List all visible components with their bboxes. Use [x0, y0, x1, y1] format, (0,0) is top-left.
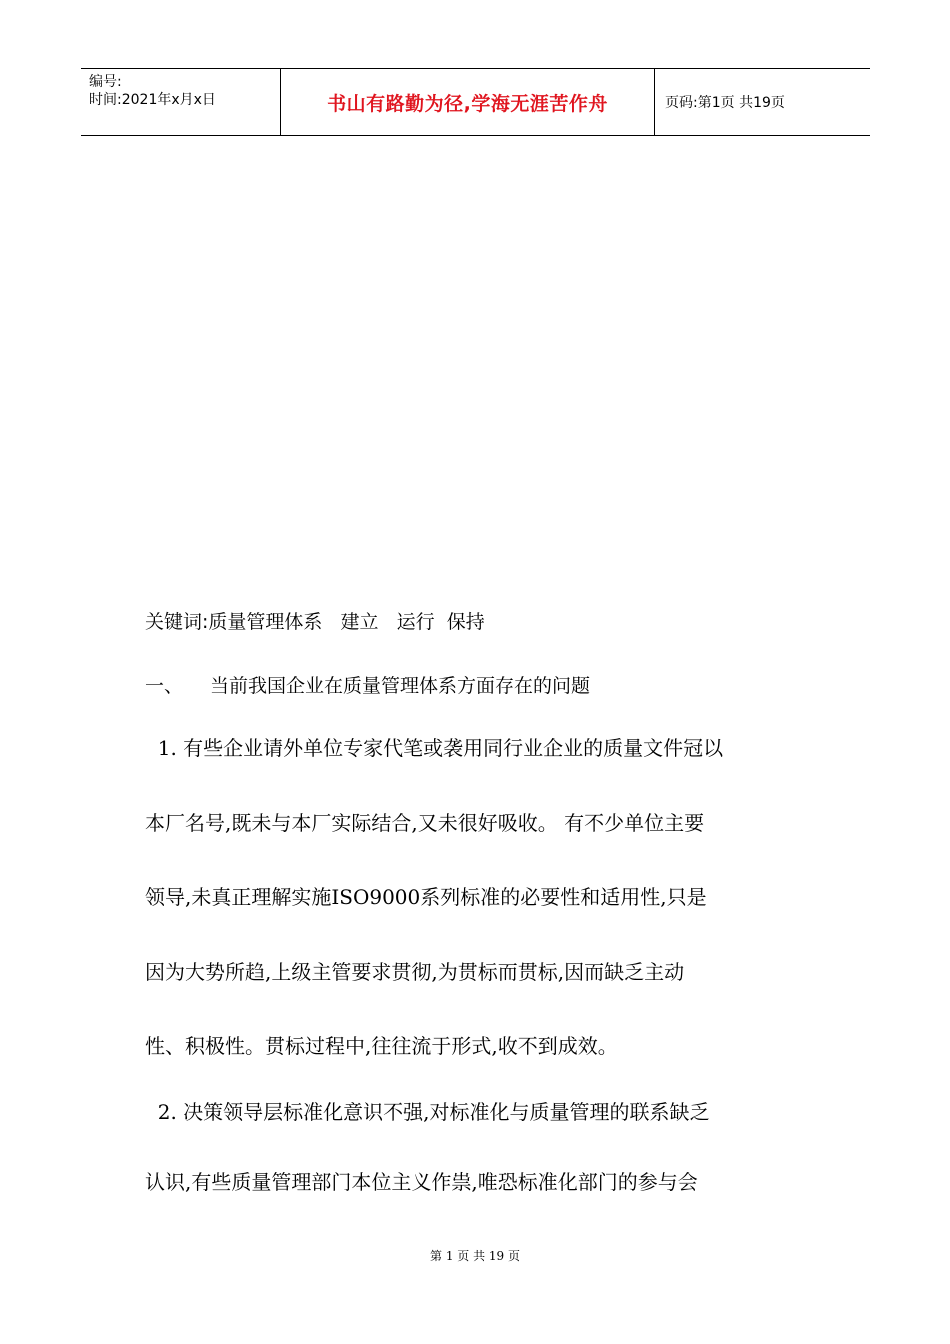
document-number-label: 编号:	[89, 74, 122, 90]
keywords-line: 关键词:质量管理体系 建立 运行 保持	[145, 611, 485, 633]
header-info-cell	[81, 69, 281, 135]
section-title: 当前我国企业在质量管理体系方面存在的问题	[210, 675, 591, 697]
body-line: 因为大势所趋,上级主管要求贯彻,为贯标而贯标,因而缺乏主动	[145, 960, 685, 984]
motto-text: 书山有路勤为径,学海无涯苦作舟	[327, 92, 608, 115]
body-line: 领导,未真正理解实施ISO9000系列标准的必要性和适用性,只是	[145, 885, 707, 909]
body-line: 1. 有些企业请外单位专家代笔或袭用同行业企业的质量文件冠以	[145, 736, 724, 760]
body-line: 本厂名号,既未与本厂实际结合,又未很好吸收。 有不少单位主要	[145, 811, 705, 835]
header-page-cell	[655, 69, 870, 135]
body-line: 2. 决策领导层标准化意识不强,对标准化与质量管理的联系缺乏	[145, 1100, 710, 1124]
header-motto-cell	[281, 69, 655, 135]
document-header	[81, 68, 870, 136]
body-line: 性、积极性。贯标过程中,往往流于形式,收不到成效。	[145, 1034, 618, 1058]
page-code: 页码:第1页 共19页	[665, 95, 785, 111]
page-footer: 第 1 页 共 19 页	[430, 1249, 520, 1263]
section-number: 一、	[145, 675, 184, 697]
document-date-label: 时间:2021年x月x日	[89, 92, 216, 108]
body-line: 认识,有些质量管理部门本位主义作祟,唯恐标准化部门的参与会	[145, 1170, 698, 1194]
